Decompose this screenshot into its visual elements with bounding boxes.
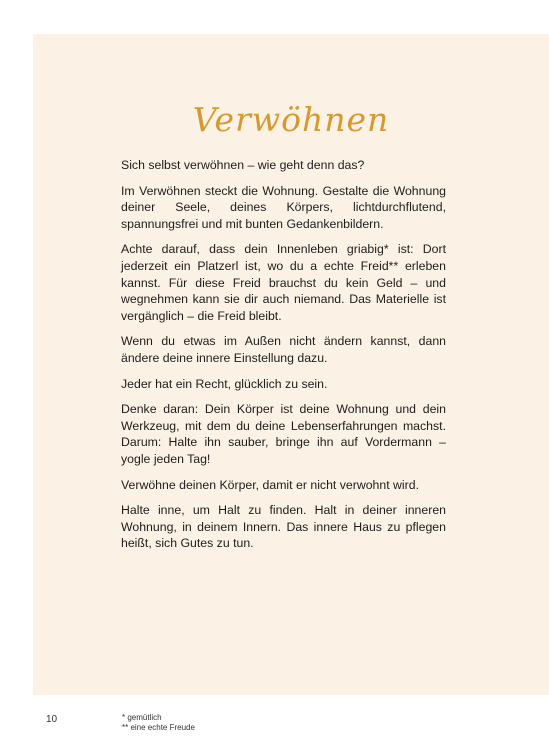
paragraph: Sich selbst verwöhnen – wie geht denn das? <box>121 158 365 172</box>
paragraph: Denke daran: Dein Körper ist deine Wohnung und dein Werkzeug, mit dem du deine Lebenserfahrungen machst. Darum: Halte ihn sauber, bringe ihn auf Vordermann – yogle jeden Tag! <box>121 402 446 466</box>
page-number: 10 <box>46 714 58 725</box>
content-panel <box>33 34 549 695</box>
paragraph: Halte inne, um Halt zu finden. Halt in deiner inneren Wohnung, in deinem Innern. Das innere Haus zu pflegen heißt, sich Gutes zu tun. <box>121 503 446 551</box>
paragraph: Achte darauf, dass dein Innenleben griabig* ist: Dort jederzeit ein Platzerl ist, wo du a echte Freid** erleben kannst. Für diese Freid brauchst du kein Geld – und wegnehmen kann sie dir auch niemand. Das Materielle ist vergänglich – die Freid bleibt. <box>121 242 446 323</box>
footnotes <box>122 713 195 733</box>
paragraph: Verwöhne deinen Körper, damit er nicht verwohnt wird. <box>121 477 420 492</box>
paragraph: Jeder hat ein Recht, glücklich zu sein. <box>121 376 328 391</box>
page-footer <box>0 695 549 750</box>
paragraph: Wenn du etwas im Außen nicht ändern kannst, dann ändere deine innere Einstellung dazu. <box>121 334 446 365</box>
page-title: Verwöhnen <box>192 100 390 139</box>
footnote: * gemütlich <box>122 713 162 722</box>
body-text <box>121 157 446 561</box>
footnote: ** eine echte Freude <box>122 723 195 732</box>
paragraph: Im Verwöhnen steckt die Wohnung. Gestalte die Wohnung deiner Seele, deines Körpers, lichtdurchflutend, spannungsfrei und mit bunten Gedankenbildern. <box>121 183 446 231</box>
